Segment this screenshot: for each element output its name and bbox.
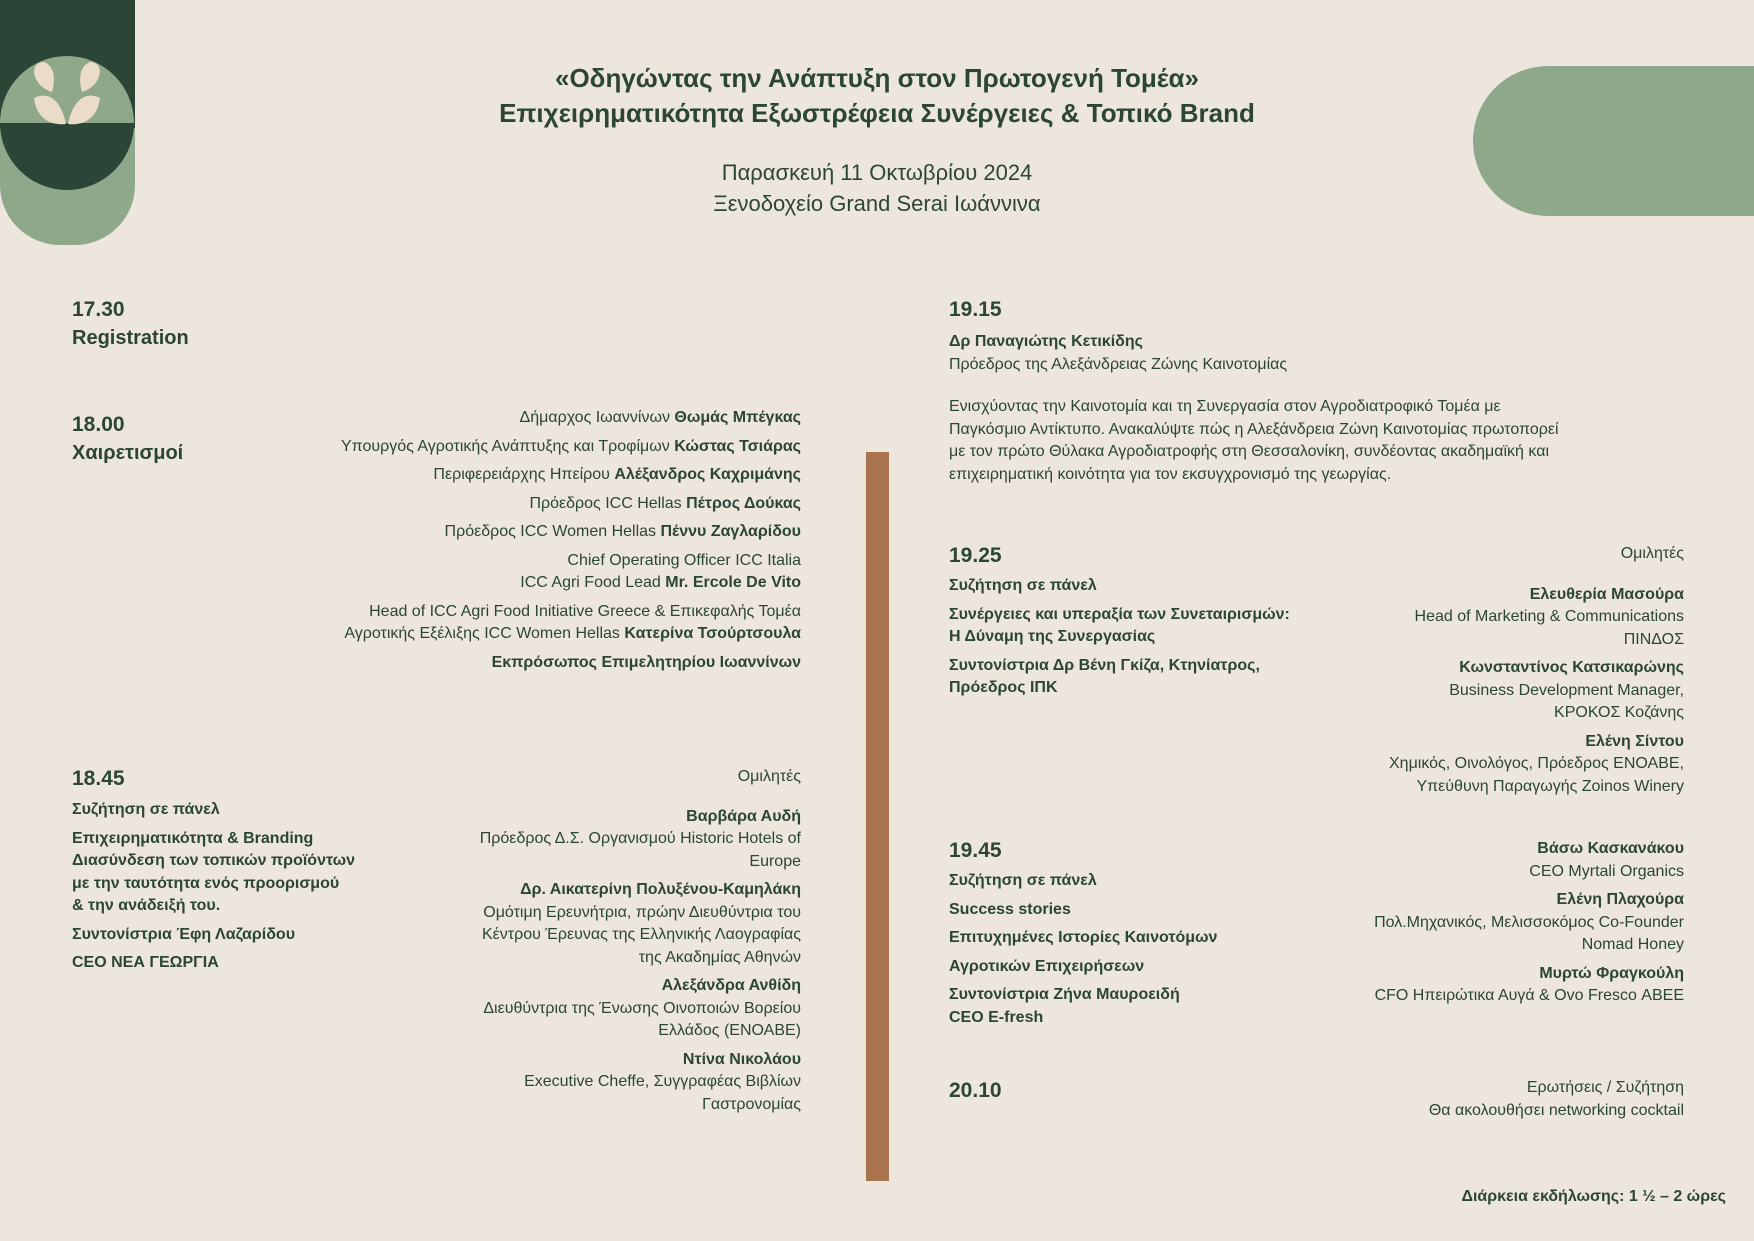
speaker: Βαρβάρα Αυδή Πρόεδρος Δ.Σ. Οργανισμού Historic Hotels of Europe: [479, 807, 801, 870]
time-1845: 18.45: [72, 767, 125, 790]
speakers-1845: [381, 766, 801, 1116]
panel-moderator: Συντονίστρια Έφη Λαζαρίδου: [72, 925, 295, 943]
panel-moderator: Συντονίστρια Ζήνα Μαυροειδή CEO E-fresh: [949, 986, 1180, 1026]
panel-1945-info: Συζήτηση σε πάνελ Success stories Επιτυχημένες Ιστορίες Καινοτόμων Αγροτικών Επιχειρήσεων Συντονίστρια Ζήνα Μαυροειδή CEO E-fresh: [949, 870, 1279, 1029]
vertical-divider: [866, 452, 889, 1181]
logo-emblem: [0, 0, 135, 246]
registration-label: Registration: [72, 327, 189, 349]
speakers-label: Ομιλητές: [1620, 545, 1684, 562]
speaker: Ντίνα Νικολάου Executive Cheffe, Συγγραφέας Βιβλίων Γαστρονομίας: [524, 1050, 801, 1113]
greeting-item: Πρόεδρος ICC Women Hellas Πέννυ Ζαγλαρίδου: [444, 523, 801, 540]
keynote-speaker: Δρ Παναγιώτης Κετικίδης: [949, 333, 1143, 350]
greeting-item: Υπουργός Αγροτικής Ανάπτυξης και Τροφίμων Κώστας Τσιάρας: [340, 437, 801, 455]
greeting-item: Δήμαρχος Ιωαννίνων Θωμάς Μπέγκας: [519, 409, 801, 426]
time-1915: 19.15: [949, 298, 1002, 321]
greetings-list: [201, 407, 801, 674]
greeting-item: Head of ICC Agri Food Initiative Greece & Επικεφαλής Τομέα Αγροτικής Εξέλιξης ICC Women Hellas Κατερίνα Τσούρτσουλα: [344, 602, 801, 642]
speaker: Κωνσταντίνος Κατσικαρώνης Business Development Manager, ΚΡΟΚΟΣ Κοζάνης: [1449, 659, 1684, 721]
time-1925: 19.25: [949, 544, 1002, 567]
keynote-description: Ενισχύοντας την Καινοτομία και τη Συνεργασία στον Αγροδιατροφικό Τομέα με Παγκόσμιο Αντίκτυπο. Ανακαλύψτε πώς η Αλεξάνδρεια Ζώνη Καινοτομίας πρωτοπορεί με τον πρώτο Θύλακα Αγροδιατροφής στη Θεσσαλονίκη, συνδέοντας ακαδημαϊκή και επιχειρηματική κοινότητα για τον εκσυγχρονισμό της γεωργίας.: [949, 398, 1559, 483]
greeting-item: Chief Operating Officer ICC Italia ICC Agri Food Lead Mr. Ercole De Vito: [520, 551, 801, 591]
speaker: Βάσω Κασκανάκου CEO Myrtali Organics: [1529, 840, 1684, 880]
event-title: [377, 61, 1377, 131]
speakers-1925: [1304, 543, 1684, 798]
greeting-item: Εκπρόσωπος Επιμελητηρίου Ιωαννίνων: [491, 653, 801, 671]
panel-moderator-role: CEO ΝΕΑ ΓΕΩΡΓΙΑ: [72, 954, 219, 971]
greeting-item: Πρόεδρος ICC Hellas Πέτρος Δούκας: [529, 494, 801, 512]
speaker: Ελευθερία Μασούρα Head of Marketing & Communications ΠΙΝΔΟΣ: [1414, 585, 1684, 648]
time-1945: 19.45: [949, 839, 1002, 862]
panel-topic: Συνέργειες και υπεραξία των Συνεταιρισμών: Η Δύναμη της Συνεργασίας: [949, 605, 1290, 645]
panel-1925-info: Συζήτηση σε πάνελ Συνέργειες και υπεραξία των Συνεταιρισμών: Η Δύναμη της Συνεργασίας Συντονίστρια Δρ Βένη Γκίζα, Κτηνίατρος, Πρόεδρος ΙΠΚ: [949, 575, 1349, 700]
title-line-1: «Οδηγώντας την Ανάπτυξη στον Πρωτογενή Τομέα»: [555, 63, 1199, 93]
panel-1845-info: Συζήτηση σε πάνελ Επιχειρηματικότητα & Branding Διασύνδεση των τοπικών προϊόντων με την ταυτότητα ενός προορισμού & την ανάδειξή του. Συντονίστρια Έφη Λαζαρίδου CEO ΝΕΑ ΓΕΩΡΓΙΑ: [72, 799, 402, 975]
greeting-item: Περιφερειάρχης Ηπείρου Αλέξανδρος Καχριμάνης: [433, 466, 801, 483]
speaker: Αλεξάνδρα Ανθίδη Διευθύντρια της Ένωσης Οινοποιών Βορείου Ελλάδος (ΕΝΟΑΒΕ): [483, 977, 801, 1039]
speaker: Μυρτώ Φραγκούλη CFO Ηπειρώτικα Αυγά & Ovo Fresco ΑΒΕΕ: [1374, 964, 1684, 1004]
speaker: Δρ. Αικατερίνη Πολυξένου-Καμηλάκη Ομότιμη Ερευνήτρια, πρώην Διευθύντρια του Κέντρου Έρευνας της Ελληνικής Λαογραφίας της Ακαδημίας Αθηνών: [481, 881, 801, 966]
time-1800: 18.00: [72, 413, 125, 436]
event-date: Παρασκευή 11 Οκτωβρίου 2024: [721, 160, 1033, 185]
event-info: [377, 157, 1377, 219]
panel-topic: Επιχειρηματικότητα & Branding Διασύνδεση των τοπικών προϊόντων με την ταυτότητα ενός προορισμού & την ανάδειξή του.: [72, 829, 356, 914]
keynote-role: Πρόεδρος της Αλεξάνδρειας Ζώνης Καινοτομίας: [949, 355, 1288, 373]
event-venue: Ξενοδοχείο Grand Serai Ιωάννινα: [713, 191, 1041, 216]
time-2010: 20.10: [949, 1079, 1002, 1102]
corner-shape: [1473, 66, 1754, 216]
speakers-1945: [1264, 838, 1684, 1008]
event-duration: Διάρκεια εκδήλωσης: 1 ½ – 2 ώρες: [1461, 1188, 1726, 1205]
speakers-label: Ομιλητές: [737, 768, 801, 785]
panel-moderator: Συντονίστρια Δρ Βένη Γκίζα, Κτηνίατρος, Πρόεδρος ΙΠΚ: [949, 656, 1260, 696]
keynote-1915: [949, 331, 1689, 486]
speaker: Ελένη Πλαχούρα Πολ.Μηχανικός, Μελισσοκόμος Co-Founder Nomad Honey: [1374, 891, 1684, 953]
closing-2010: Ερωτήσεις / Συζήτηση Θα ακολουθήσει networking cocktail: [1428, 1079, 1684, 1119]
time-1730: 17.30: [72, 298, 125, 321]
greetings-label: Χαιρετισμοί: [72, 442, 184, 464]
speaker: Ελένη Σίντου Χημικός, Οινολόγος, Πρόεδρος ΕΝΟΑΒΕ, Υπεύθυνη Παραγωγής Zoinos Winery: [1389, 732, 1684, 795]
title-line-2: Επιχειρηματικότητα Εξωστρέφεια Συνέργειες & Τοπικό Brand: [499, 98, 1255, 128]
